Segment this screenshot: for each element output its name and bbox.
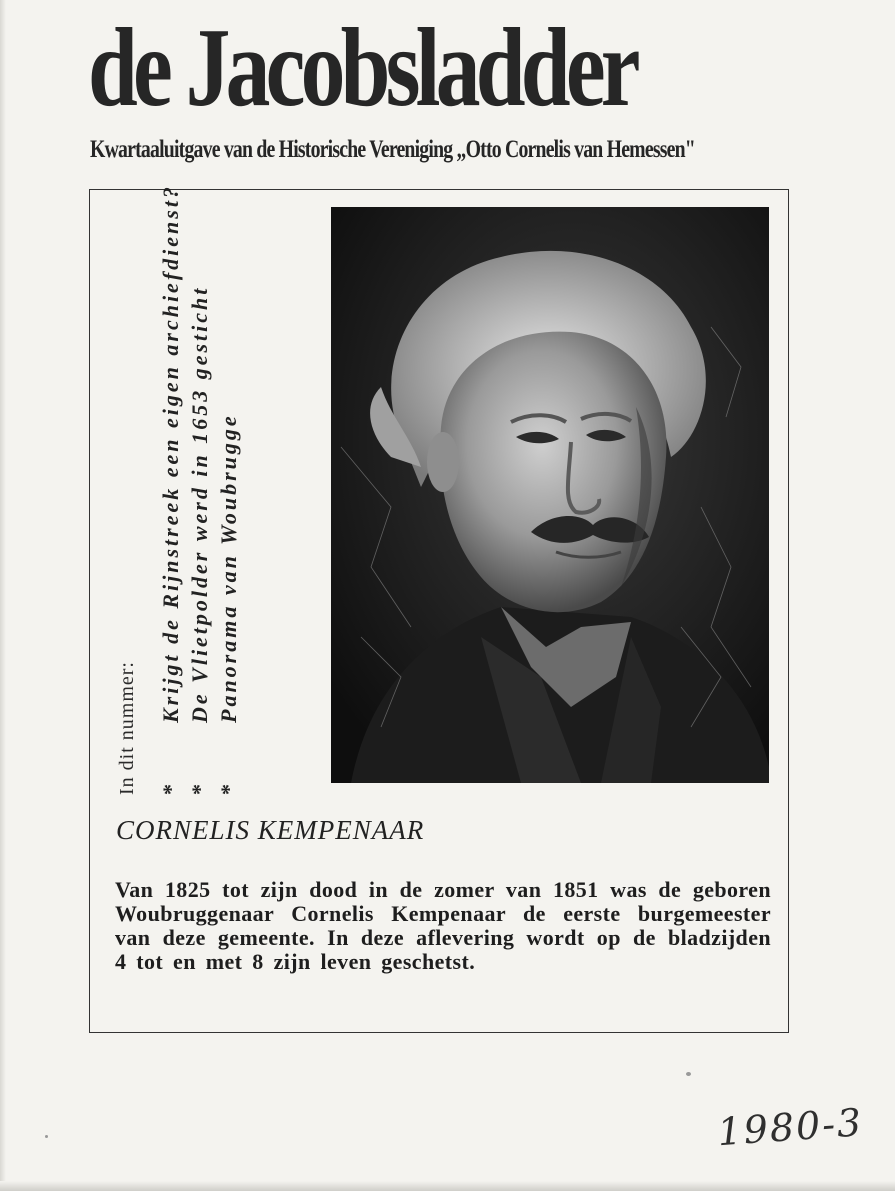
contents-label: In dit nummer: <box>116 661 138 795</box>
article-body: Van 1825 tot zijn dood in de zomer van 1851 was de geboren Woubruggenaar Cornelis Kempenaar de eerste burgemeester van deze gemeente. In deze aflevering wordt op de bladzijden 4 tot en met 8 zijn leven geschetst. <box>115 877 771 974</box>
paper-edge <box>0 0 6 1191</box>
contents-item <box>187 286 217 795</box>
magazine-subtitle: Kwartaaluitgave van de Historische Vereniging „Otto Cornelis van Hemessen" <box>90 136 695 163</box>
contents-item-text: Panorama van Woubrugge <box>216 413 241 723</box>
paper-bottom-edge <box>0 1181 895 1191</box>
paper-speck <box>45 1135 48 1138</box>
contents-item-text: Krijgt de Rijnstreek een eigen archiefdienst? <box>158 184 183 723</box>
table-of-contents <box>108 184 241 795</box>
bullet-star: * <box>187 781 212 795</box>
contents-item <box>158 184 188 795</box>
table-of-contents-rotated <box>108 184 241 795</box>
bullet-star: * <box>158 781 183 795</box>
article-heading: CORNELIS KEMPENAAR <box>116 815 425 845</box>
portrait-image <box>331 207 769 783</box>
contents-item <box>216 413 246 795</box>
contents-item-text: De Vlietpolder werd in 1653 gesticht <box>187 285 212 723</box>
bullet-star: * <box>216 781 241 795</box>
portrait-painting <box>331 207 769 783</box>
paper-speck <box>686 1072 691 1076</box>
handwritten-annotation: 1980-3 <box>716 1100 865 1155</box>
magazine-title: de Jacobsladder <box>88 6 636 130</box>
